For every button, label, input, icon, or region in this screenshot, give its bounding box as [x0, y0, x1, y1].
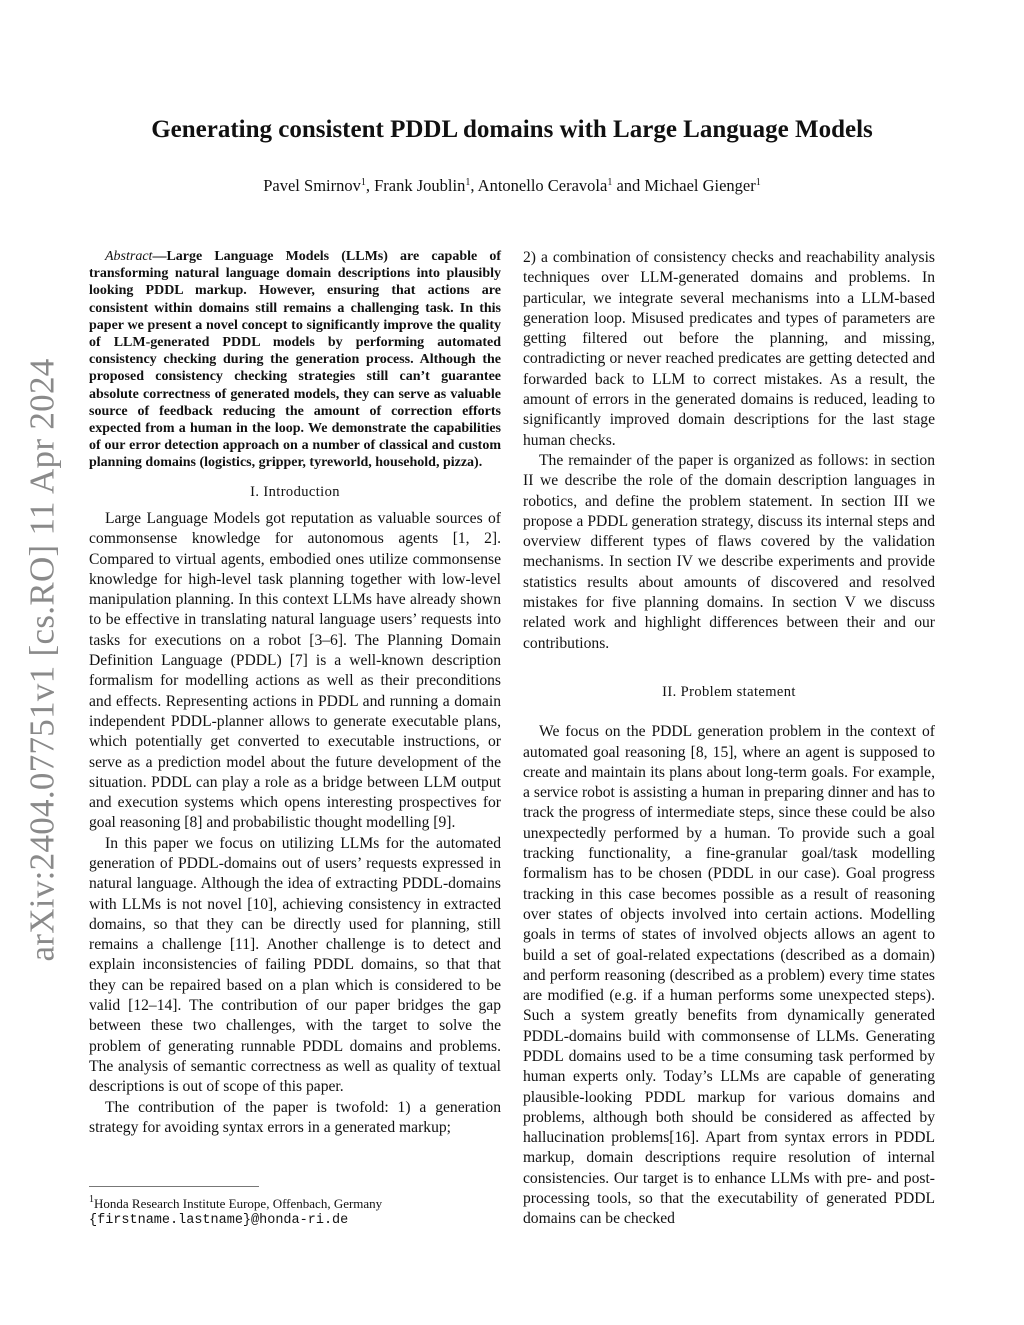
arxiv-stamp-text: arXiv:2404.07751v1 [cs.RO] 11 Apr 2024 — [23, 358, 63, 962]
author-separator: , — [365, 176, 375, 195]
footnote — [89, 1196, 501, 1228]
author-affiliation-mark: 1 — [360, 177, 366, 188]
author-name: Antonello Ceravola — [477, 176, 608, 195]
footnote-affiliation: Honda Research Institute Europe, Offenbach, Germany — [94, 1196, 383, 1211]
problem-paragraph: We focus on the PDDL generation problem in the context of automated goal reasoning [8, 15], where an agent is supposed to create and maintain its plans about long-term goals. For example, a service robot is assisting a human in preparing dinner and has to track the progress of intermediate steps, since these could be also unexpectedly performed by a human. To provide such a goal tracking functionality, a fine-granular goal/task modelling formalism has to be chosen (PDDL in our case). Goal progress tracking in this case becomes possible as a result of reasoning over states of objects involved into certain actions. Modelling goals in terms of states of involved objects allows an agent to build a set of goal-related expectations (described as a domain) and perform reasoning (described as a problem) every time states are modified (e.g. if a human performs some unexpected steps). Such a system greatly benefits from dynamically generated PDDL-domains build with commonsense of LLMs. Generating PDDL domains used to be a time consuming task performed by human experts only. Today’s LLMs are capable of generating plausible-looking PDDL markup for various domains and problems, although both should be considered as affected by hallucination problems[16]. Apart from syntax errors in PDDL markup, domain descriptions require resolution of internal consistencies. Our target is to enhance LLMs with pre- and post-processing tools, so that the executability of generated PDDL domains can be checked — [523, 723, 935, 1228]
section-heading-problem-statement: II. Problem statement — [662, 683, 796, 700]
paper-title: Generating consistent PDDL domains with Large Language Models — [151, 116, 873, 143]
abstract-text: Large Language Models (LLMs) are capable of transforming natural language domain descriptions into plausibly looking PDDL markup. However, ensuring that actions are consistent within domains still remains a challenging task. In this paper we present a novel concept to significantly improve the quality of LLM-generated PDDL models by performing automated consistency checking during the generation process. Although the proposed consistency checking strategies still can’t guarantee absolute correctness of generated models, they can serve as valuable source of feedback reducing the amount of correction efforts expected from a human in the loop. We demonstrate the capabilities of our error detection approach on a number of classical and custom planning domains (logistics, gripper, tyreworld, household, pizza). — [89, 249, 501, 471]
abstract-dash: — — [152, 249, 167, 264]
author-affiliation-mark: 1 — [465, 177, 471, 188]
author-name: Pavel Smirnov — [263, 176, 361, 195]
contribution-continuation: 2) a combination of consistency checks and reachability analysis techniques over LLM-generated domains and problems. In particular, we integrate several mechanisms into a LLM-based generation loop. Misused predicates and types of parameters are getting filtered out before the planning, and missing, contradicting or never reached predicates are getting detected and forwarded back to LLM to correct mistakes. As a result, the amount of errors in the generated domains is reduced, leading to significantly improved domain descriptions for the last stage human checks. — [523, 249, 935, 449]
intro-paragraph: In this paper we focus on utilizing LLMs for the automated generation of PDDL-domains out of users’ requests expressed in natural language. Although the idea of extracting PDDL-domains with LLMs is not novel [10], achieving consistency in extracted domains, so that they can be directly used for planning, still remains a challenge [11]. Another challenge is to detect and explain inconsistencies of failing PDDL domains, so that that they can be repaired based on a plan which is considered to be valid [12–14]. The contribution of our paper bridges the gap between these two challenges, with the target to solve the problem of generating runnable PDDL domains and problems. The analysis of semantic correctness as well as quality of textual descriptions is out of scope of this paper. — [89, 834, 501, 1096]
author-name: Frank Joublin — [374, 176, 466, 195]
left-column — [89, 248, 501, 1138]
author-separator: and — [612, 176, 645, 195]
author-name: Michael Gienger — [644, 176, 756, 195]
author-separator: , — [470, 176, 478, 195]
section-heading-introduction: I. Introduction — [250, 483, 340, 500]
right-column — [523, 248, 935, 1230]
intro-paragraph: Large Language Models got reputation as valuable sources of commonsense knowledge for autonomous agents [1, 2]. Compared to virtual agents, embodied ones utilize commonsense knowledge for high-level task planning together with low-level manipulation planning. In this context LLMs have already shown to be effective in translating natural language users’ requests into tasks for executions on a robot [3–6]. The Planning Domain Definition Language (PDDL) [7] is a well-known description formalism for modelling actions as well as their preconditions and effects. Representing actions in PDDL and running a domain independent PDDL-planner allows to generate executable plans, which potentially get converted to executable instructions, or serve as a prediction model about the future development of the situation. PDDL can play a role as a bridge between LLM output and execution systems which opens interesting prospectives for goal reasoning [8] and probabilistic thought modelling [9]. — [89, 509, 501, 832]
intro-paragraph: The contribution of the paper is twofold: 1) a generation strategy for avoiding syntax errors in a generated markup; — [89, 1098, 501, 1136]
footnote-divider — [89, 1186, 259, 1187]
organization-paragraph: The remainder of the paper is organized as follows: in section II we describe the role of the domain description languages in robotics, and define the problem statement. In section III we propose a PDDL generation strategy, discuss its internal steps and overview different types of flaws covered by the validation mechanisms. In section IV we describe experiments and provide statistics results about amounts of discovered and resolved mistakes for five planning domains. In section V we discuss related work and highlight differences between their and our contributions. — [523, 451, 935, 652]
author-affiliation-mark: 1 — [755, 177, 761, 188]
abstract-lead: Abstract — [105, 249, 153, 264]
arxiv-stamp — [18, 350, 68, 970]
abstract — [89, 248, 501, 472]
author-list — [0, 176, 1024, 196]
footnote-email: {firstname.lastname}@honda-ri.de — [89, 1213, 349, 1228]
author-affiliation-mark: 1 — [607, 177, 613, 188]
footnote-marker: 1 — [89, 1194, 94, 1205]
